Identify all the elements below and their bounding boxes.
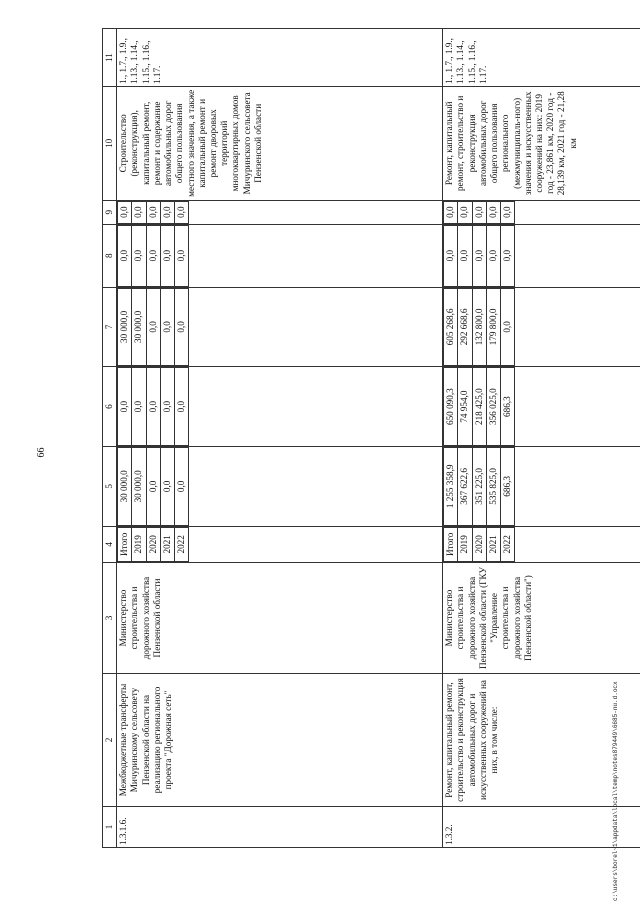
value: 0,0 xyxy=(175,368,189,446)
value: 0,0 xyxy=(146,225,160,286)
header-cell: 5 xyxy=(103,446,117,526)
value: 132 800,0 xyxy=(472,288,486,366)
value: 30 000,0 xyxy=(132,447,146,525)
value: 356 025,0 xyxy=(486,368,500,446)
header-cell: 4 xyxy=(103,526,117,562)
value: 0,0 xyxy=(175,447,189,525)
row-number: 1.3.1.6. xyxy=(117,806,443,847)
value: 0,0 xyxy=(444,225,458,286)
value: 686,3 xyxy=(501,447,515,525)
year: 2021 xyxy=(160,527,174,561)
value: 605 268,6 xyxy=(444,288,458,366)
header-cell: 6 xyxy=(103,367,117,447)
event-name: Ремонт, капитальный ремонт, строительство и реконструкция автомобильных дорог и искусственных сооружений на них, в том числе: xyxy=(443,674,640,807)
value: 0,0 xyxy=(472,201,486,223)
col6-cell xyxy=(443,367,640,447)
years-cell xyxy=(117,526,443,562)
col8-cell xyxy=(443,224,640,287)
year: 2021 xyxy=(486,527,500,561)
value: 0,0 xyxy=(501,288,515,366)
value: 0,0 xyxy=(118,225,132,286)
col9-cell xyxy=(443,200,640,224)
value: 218 425,0 xyxy=(472,368,486,446)
year: 2022 xyxy=(175,527,189,561)
value: 367 622,6 xyxy=(458,447,472,525)
header-cell: 8 xyxy=(103,224,117,287)
col5-cell xyxy=(117,446,443,526)
value: 0,0 xyxy=(486,201,500,223)
indicators: 1., 1.7., 1.9., 1.13., 1.14., 1.15., 1.16., 1.17. xyxy=(117,29,443,87)
value: 0,0 xyxy=(160,201,174,223)
header-cell: 1 xyxy=(103,806,117,847)
value: 1 255 358,9 xyxy=(444,447,458,525)
year: 2019 xyxy=(458,527,472,561)
col7-cell xyxy=(117,287,443,367)
year: 2022 xyxy=(501,527,515,561)
value: 0,0 xyxy=(146,288,160,366)
value: 351 225,0 xyxy=(472,447,486,525)
value: 0,0 xyxy=(472,225,486,286)
value: 0,0 xyxy=(160,447,174,525)
col6-cell xyxy=(117,367,443,447)
header-cell: 10 xyxy=(103,87,117,201)
value: 0,0 xyxy=(458,225,472,286)
value: 650 090,3 xyxy=(444,368,458,446)
year: 2019 xyxy=(132,527,146,561)
col8-cell xyxy=(117,224,443,287)
col7-cell xyxy=(443,287,640,367)
event-name: Межбюджетные трансферты Мичуринскому сельсовету Пензенской области на реализацию регионального проекта "Дорожная сеть" xyxy=(117,674,443,807)
value: 0,0 xyxy=(160,225,174,286)
value: 0,0 xyxy=(146,201,160,223)
value: 0,0 xyxy=(132,225,146,286)
value: 0,0 xyxy=(501,225,515,286)
value: 30 000,0 xyxy=(132,288,146,366)
value: 292 668,6 xyxy=(458,288,472,366)
value: 0,0 xyxy=(175,225,189,286)
row-number: 1.3.2. xyxy=(443,806,640,847)
year: Итого xyxy=(118,527,132,561)
executor: Министерство строительства и дорожного хозяйства Пензенской области xyxy=(117,562,443,673)
table-row xyxy=(117,29,443,848)
year: 2020 xyxy=(472,527,486,561)
value: 0,0 xyxy=(175,288,189,366)
col5-cell xyxy=(443,446,640,526)
header-cell: 9 xyxy=(103,200,117,224)
header-cell: 7 xyxy=(103,287,117,367)
year: 2020 xyxy=(146,527,160,561)
value: 0,0 xyxy=(146,447,160,525)
years-cell xyxy=(443,526,640,562)
footer-file-path: c:\users\borel~1\appdata\local\temp\notes879449\6685-nu.d.ocx xyxy=(612,681,619,901)
header-cell: 3 xyxy=(103,562,117,673)
indicators: 1., 1.7., 1.9., 1.13., 1.14., 1.15., 1.16., 1.17. xyxy=(443,29,640,87)
header-row xyxy=(103,29,117,848)
value: 0,0 xyxy=(118,368,132,446)
header-cell: 11 xyxy=(103,29,117,87)
value: 686,3 xyxy=(501,368,515,446)
value: 0,0 xyxy=(132,201,146,223)
program-table xyxy=(102,28,640,848)
executor: Министерство строительства и дорожного хозяйства Пензенской области (ГКУ "Управление строительства и дорожного хозяйства Пензенской области") xyxy=(443,562,640,673)
value: 0,0 xyxy=(146,368,160,446)
col9-cell xyxy=(117,200,443,224)
value: 0,0 xyxy=(444,201,458,223)
expected-result: Ремонт, капитальный ремонт, строительство и реконструкция автомобильных дорог общего пользования регионального (межмуниципаль-ного) значения и искусственных сооружений на них: 2019 год - 23,861 км, 2020 год - 28,139 км, 2021 год - 21,28 км xyxy=(443,87,640,201)
table-row xyxy=(443,29,640,848)
value: 0,0 xyxy=(118,201,132,223)
value: 0,0 xyxy=(132,368,146,446)
value: 0,0 xyxy=(501,201,515,223)
page-number: 66 xyxy=(36,447,47,458)
value: 0,0 xyxy=(175,201,189,223)
header-cell: 2 xyxy=(103,674,117,807)
expected-result: Строительство (реконструкция), капитальный ремонт, ремонт и содержание автомобильных дорог общего пользования местного значения, а также капитальный ремонт и ремонт дворовых территорий многоквартирных домов Мичуринского сельсовета Пензенской области xyxy=(117,87,443,201)
value: 30 000,0 xyxy=(118,447,132,525)
value: 535 825,0 xyxy=(486,447,500,525)
value: 0,0 xyxy=(486,225,500,286)
value: 179 800,0 xyxy=(486,288,500,366)
value: 0,0 xyxy=(458,201,472,223)
value: 30 000,0 xyxy=(118,288,132,366)
value: 0,0 xyxy=(160,368,174,446)
value: 0,0 xyxy=(160,288,174,366)
value: 74 954,0 xyxy=(458,368,472,446)
year: Итого xyxy=(444,527,458,561)
